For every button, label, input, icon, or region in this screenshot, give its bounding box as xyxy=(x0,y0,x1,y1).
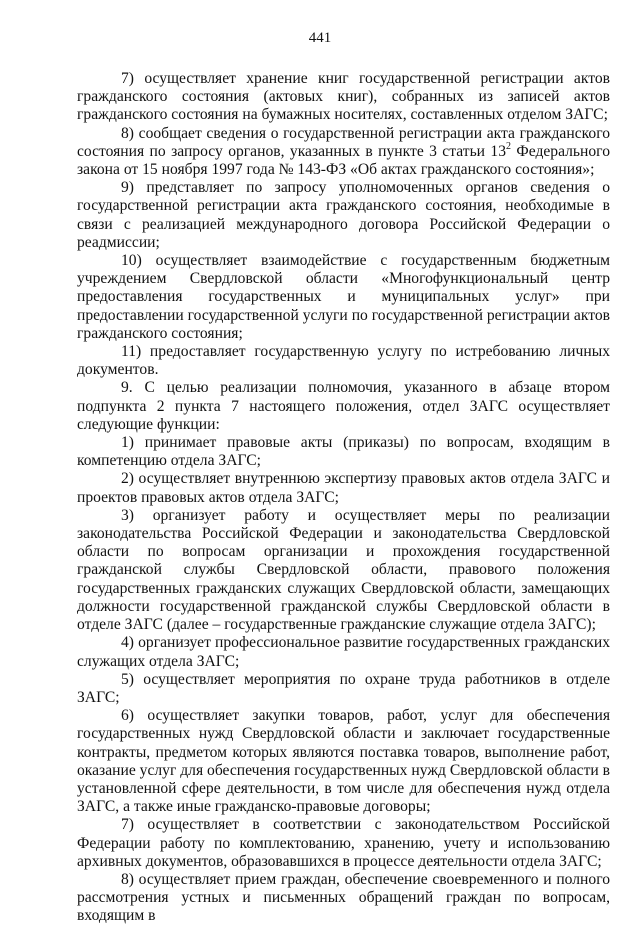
paragraph-func-6: 6) осуществляет закупки товаров, работ, услуг для обеспечения государственных нужд Свердловской области и заключает государственные контракты, предметом которых являются поставка товаров, выполнение работ, оказание услуг для обеспечения государственных нужд Свердловской области в установленной сфере деятельности, в том числе для обеспечения нужд отдела ЗАГС, а также иные гражданско-правовые договоры; xyxy=(77,707,610,816)
paragraph-text-tail: Федерального закона от 15 ноября 1997 года № 143-ФЗ «Об актах гражданского состояния»; xyxy=(77,142,610,179)
paragraph-func-2: 2) осуществляет внутреннюю экспертизу правовых актов отдела ЗАГС и проектов правовых актов отдела ЗАГС; xyxy=(77,470,610,506)
paragraph-func-7: 7) осуществляет в соответствии с законодательством Российской Федерации работу по комплектованию, хранению, учету и использованию архивных документов, образовавшихся в процессе деятельности отдела ЗАГС; xyxy=(77,816,610,870)
paragraph-func-3: 3) организует работу и осуществляет меры по реализации законодательства Российской Федерации и законодательства Свердловской области по вопросам организации и прохождения государственной гражданской службы Свердловской области, правового положения государственных гражданских служащих Свердловской области, замещающих должности государственной гражданской службы Свердловской области в отделе ЗАГС (далее – государственные гражданские служащие отдела ЗАГС); xyxy=(77,506,610,634)
paragraph-item-11-documents: 11) предоставляет государственную услугу по истребованию личных документов. xyxy=(77,343,610,379)
paragraph-func-4: 4) организует профессиональное развитие государственных гражданских служащих отдела ЗАГС; xyxy=(77,634,610,670)
paragraph-func-8: 8) осуществляет прием граждан, обеспечение своевременного и полного рассмотрения устных и письменных обращений граждан по вопросам, входящим в xyxy=(77,870,610,925)
paragraph-func-5: 5) осуществляет мероприятия по охране труда работников в отделе ЗАГС; xyxy=(77,670,610,706)
paragraph-item-10-interaction: 10) осуществляет взаимодействие с государственным бюджетным учреждением Свердловской области «Многофункциональный центр предоставления государственных и муниципальных услуг» при предоставлении государственной услуги по государственной регистрации актов гражданского состояния; xyxy=(77,252,610,342)
paragraph-func-1: 1) принимает правовые акты (приказы) по вопросам, входящим в компетенцию отдела ЗАГС; xyxy=(77,434,610,470)
paragraph-item-7-storage: 7) осуществляет хранение книг государственной регистрации актов гражданского состояния (актовых книг), собранных из записей актов гражданского состояния на бумажных носителях, составленных отделом ЗАГС; xyxy=(77,70,610,124)
paragraph-item-9-readmission: 9) представляет по запросу уполномоченных органов сведения о государственной регистрации акта гражданского состояния, необходимые в связи с реализацией международного договора Российской Федерации о реадмиссии; xyxy=(77,179,610,251)
article-superscript: 2 xyxy=(506,140,512,152)
document-body xyxy=(77,70,610,926)
paragraph-item-8-information xyxy=(77,125,610,180)
paragraph-section-9: 9. С целью реализации полномочия, указанного в абзаце втором подпункта 2 пункта 7 настоящего положения, отдел ЗАГС осуществляет следующие функции: xyxy=(77,379,610,433)
paragraph-text: 8) сообщает сведения о государственной регистрации акта гражданского состояния по запросу органов, указанных в пункте 3 статьи 13 xyxy=(77,124,610,160)
page-number: 441 xyxy=(308,30,332,46)
